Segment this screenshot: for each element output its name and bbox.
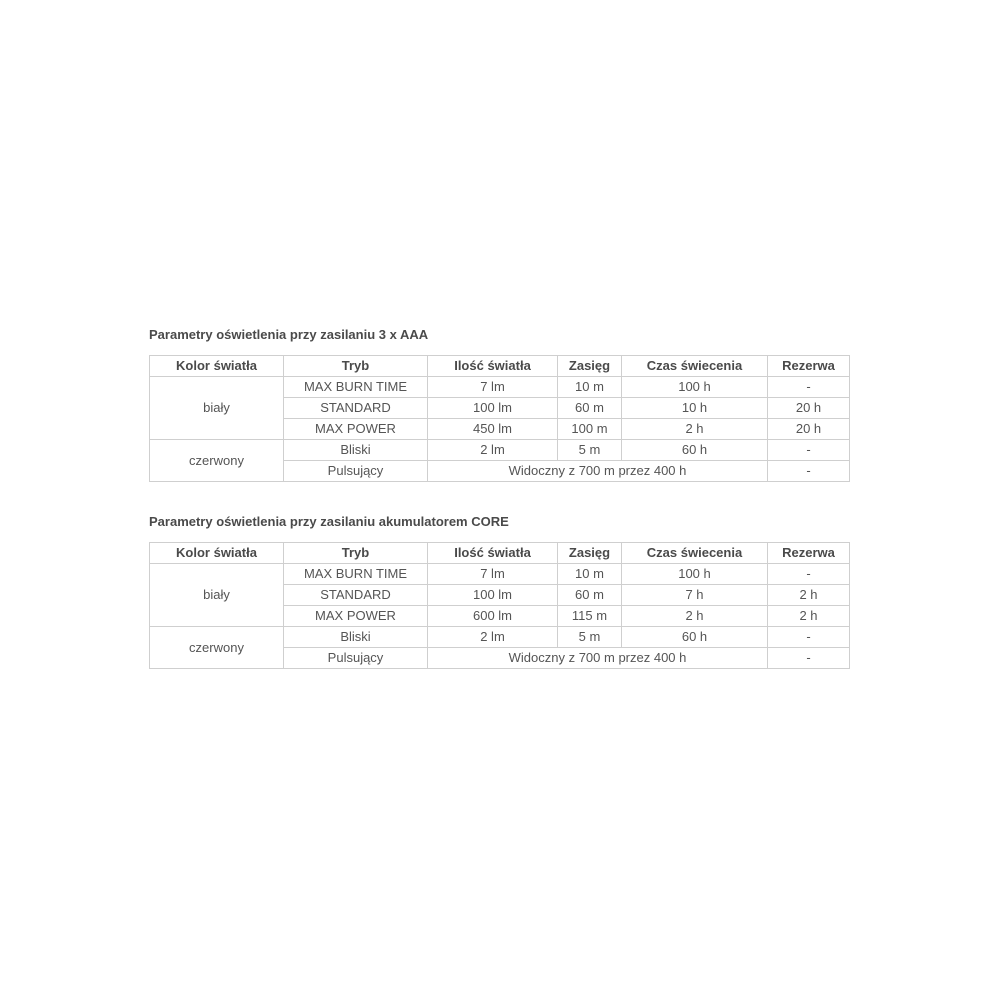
header-kolor: Kolor światła xyxy=(150,543,284,564)
merged-visibility-cell: Widoczny z 700 m przez 400 h xyxy=(428,461,768,482)
time-cell: 2 h xyxy=(622,419,768,440)
time-cell: 60 h xyxy=(622,440,768,461)
light-cell: 100 lm xyxy=(428,398,558,419)
range-cell: 5 m xyxy=(558,627,622,648)
time-cell: 10 h xyxy=(622,398,768,419)
header-zasieg: Zasięg xyxy=(558,356,622,377)
time-cell: 2 h xyxy=(622,606,768,627)
section-title: Parametry oświetlenia przy zasilaniu 3 x AAA xyxy=(149,327,429,342)
time-cell: 100 h xyxy=(622,564,768,585)
reserve-cell: - xyxy=(768,564,850,585)
mode-cell: Pulsujący xyxy=(284,648,428,669)
merged-visibility-cell: Widoczny z 700 m przez 400 h xyxy=(428,648,768,669)
header-zasieg: Zasięg xyxy=(558,543,622,564)
header-ilosc: Ilość światła xyxy=(428,356,558,377)
color-cell: biały xyxy=(150,377,284,440)
mode-cell: Pulsujący xyxy=(284,461,428,482)
table-row xyxy=(150,440,850,461)
reserve-cell: 20 h xyxy=(768,419,850,440)
color-cell: czerwony xyxy=(150,440,284,482)
range-cell: 60 m xyxy=(558,398,622,419)
table-row xyxy=(150,377,850,398)
header-tryb: Tryb xyxy=(284,543,428,564)
reserve-cell: - xyxy=(768,377,850,398)
mode-cell: Bliski xyxy=(284,627,428,648)
time-cell: 60 h xyxy=(622,627,768,648)
light-cell: 7 lm xyxy=(428,377,558,398)
table-header-row xyxy=(150,356,850,377)
params-table xyxy=(149,355,850,482)
reserve-cell: - xyxy=(768,461,850,482)
reserve-cell: 2 h xyxy=(768,606,850,627)
light-cell: 100 lm xyxy=(428,585,558,606)
mode-cell: MAX POWER xyxy=(284,606,428,627)
table-row xyxy=(150,564,850,585)
header-rezerwa: Rezerwa xyxy=(768,543,850,564)
mode-cell: MAX BURN TIME xyxy=(284,377,428,398)
params-table xyxy=(149,542,850,669)
reserve-cell: - xyxy=(768,440,850,461)
mode-cell: STANDARD xyxy=(284,585,428,606)
range-cell: 60 m xyxy=(558,585,622,606)
table-header-row xyxy=(150,543,850,564)
range-cell: 100 m xyxy=(558,419,622,440)
range-cell: 10 m xyxy=(558,377,622,398)
light-cell: 2 lm xyxy=(428,440,558,461)
header-czas: Czas świecenia xyxy=(622,356,768,377)
light-cell: 600 lm xyxy=(428,606,558,627)
light-cell: 450 lm xyxy=(428,419,558,440)
color-cell: czerwony xyxy=(150,627,284,669)
table-row xyxy=(150,627,850,648)
header-kolor: Kolor światła xyxy=(150,356,284,377)
mode-cell: MAX BURN TIME xyxy=(284,564,428,585)
header-ilosc: Ilość światła xyxy=(428,543,558,564)
light-cell: 7 lm xyxy=(428,564,558,585)
range-cell: 115 m xyxy=(558,606,622,627)
params-section-core xyxy=(149,512,849,669)
mode-cell: Bliski xyxy=(284,440,428,461)
header-tryb: Tryb xyxy=(284,356,428,377)
time-cell: 7 h xyxy=(622,585,768,606)
time-cell: 100 h xyxy=(622,377,768,398)
mode-cell: MAX POWER xyxy=(284,419,428,440)
range-cell: 5 m xyxy=(558,440,622,461)
mode-cell: STANDARD xyxy=(284,398,428,419)
header-rezerwa: Rezerwa xyxy=(768,356,850,377)
light-cell: 2 lm xyxy=(428,627,558,648)
reserve-cell: 2 h xyxy=(768,585,850,606)
params-section-aaa xyxy=(149,325,849,482)
reserve-cell: - xyxy=(768,627,850,648)
reserve-cell: - xyxy=(768,648,850,669)
reserve-cell: 20 h xyxy=(768,398,850,419)
range-cell: 10 m xyxy=(558,564,622,585)
header-czas: Czas świecenia xyxy=(622,543,768,564)
color-cell: biały xyxy=(150,564,284,627)
section-title: Parametry oświetlenia przy zasilaniu akumulatorem CORE xyxy=(149,514,509,529)
